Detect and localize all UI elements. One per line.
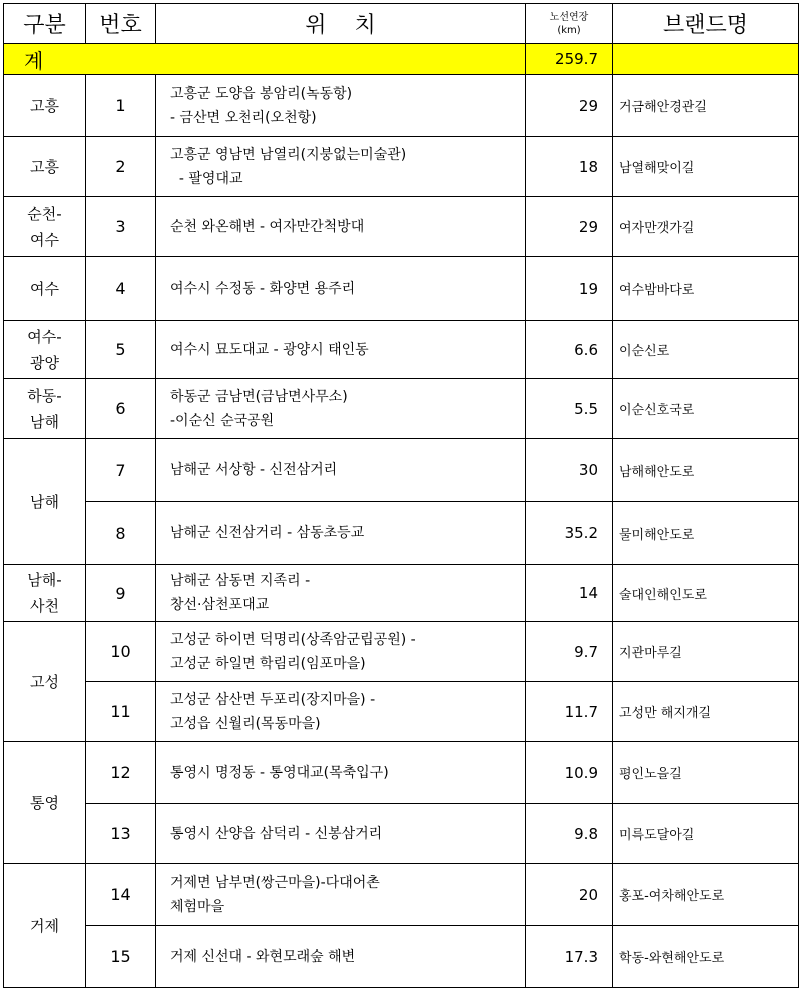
location-cell: 순천 와온해변 - 여자만간척방대: [156, 197, 526, 257]
region-cell: 남해- 사천: [4, 565, 86, 622]
brand-cell: 지관마루길: [613, 622, 799, 682]
location-cell: 거제면 남부면(쌍근마을)-다대어촌 체험마을: [156, 864, 526, 926]
location-cell: 남해군 삼동면 지족리 - 창선·삼천포대교: [156, 565, 526, 622]
number-cell: 8: [86, 502, 156, 565]
table-row: [4, 321, 799, 379]
region-cell: 순천- 여수: [4, 197, 86, 257]
brand-cell: 평인노을길: [613, 742, 799, 804]
table-row: [4, 257, 799, 321]
number-cell: 12: [86, 742, 156, 804]
total-row: [4, 44, 799, 75]
location-cell: 남해군 서상항 - 신전삼거리: [156, 439, 526, 502]
length-cell: 29: [526, 197, 613, 257]
header-brand: 브랜드명: [613, 4, 799, 44]
header-location: 위 치: [156, 4, 526, 44]
location-cell: 고성군 하이면 덕명리(상족암군립공원) - 고성군 하일면 학림리(임포마을): [156, 622, 526, 682]
number-cell: 14: [86, 864, 156, 926]
location-cell: 거제 신선대 - 와현모래숲 해변: [156, 926, 526, 988]
location-cell: 여수시 수정동 - 화양면 용주리: [156, 257, 526, 321]
length-cell: 11.7: [526, 682, 613, 742]
scenic-roads-table: [3, 3, 799, 988]
length-cell: 9.7: [526, 622, 613, 682]
length-cell: 17.3: [526, 926, 613, 988]
number-cell: 1: [86, 75, 156, 137]
number-cell: 7: [86, 439, 156, 502]
number-cell: 2: [86, 137, 156, 197]
table-row: [4, 804, 799, 864]
region-cell: 남해: [4, 439, 86, 565]
location-cell: 여수시 묘도대교 - 광양시 태인동: [156, 321, 526, 379]
total-length: 259.7: [526, 44, 613, 75]
table-row: [4, 682, 799, 742]
location-cell: 하동군 금남면(금남면사무소) -이순신 순국공원: [156, 379, 526, 439]
brand-cell: 거금해안경관길: [613, 75, 799, 137]
table-row: [4, 742, 799, 804]
region-cell: 여수: [4, 257, 86, 321]
brand-cell: 남열해맞이길: [613, 137, 799, 197]
location-cell: 통영시 명정동 - 통영대교(목축입구): [156, 742, 526, 804]
brand-cell: 여자만갯가길: [613, 197, 799, 257]
header-region: 구분: [4, 4, 86, 44]
brand-cell: 물미해안도로: [613, 502, 799, 565]
length-cell: 6.6: [526, 321, 613, 379]
number-cell: 5: [86, 321, 156, 379]
brand-cell: 여수밤바다로: [613, 257, 799, 321]
location-cell: 고성군 삼산면 두포리(장지마을) - 고성읍 신월리(목동마을): [156, 682, 526, 742]
total-label: 계: [4, 44, 526, 75]
header-row: [4, 4, 799, 44]
number-cell: 13: [86, 804, 156, 864]
table-row: [4, 502, 799, 565]
length-cell: 35.2: [526, 502, 613, 565]
location-cell: 남해군 신전삼거리 - 삼동초등교: [156, 502, 526, 565]
number-cell: 15: [86, 926, 156, 988]
table-row: [4, 439, 799, 502]
length-cell: 20: [526, 864, 613, 926]
table-row: [4, 197, 799, 257]
region-cell: 고흥: [4, 137, 86, 197]
number-cell: 6: [86, 379, 156, 439]
region-cell: 고성: [4, 622, 86, 742]
brand-cell: 이순신호국로: [613, 379, 799, 439]
header-number: 번호: [86, 4, 156, 44]
length-cell: 19: [526, 257, 613, 321]
table-row: [4, 379, 799, 439]
length-cell: 29: [526, 75, 613, 137]
table-row: [4, 926, 799, 988]
region-cell: 통영: [4, 742, 86, 864]
table-row: [4, 565, 799, 622]
region-cell: 고흥: [4, 75, 86, 137]
region-cell: 여수- 광양: [4, 321, 86, 379]
brand-cell: 이순신로: [613, 321, 799, 379]
table-row: [4, 137, 799, 197]
region-cell: 거제: [4, 864, 86, 988]
table-row: [4, 75, 799, 137]
length-cell: 18: [526, 137, 613, 197]
header-length: 노선연장 (km): [526, 4, 613, 44]
brand-cell: 술대인해인도로: [613, 565, 799, 622]
brand-cell: 고성만 해지개길: [613, 682, 799, 742]
number-cell: 3: [86, 197, 156, 257]
table-row: [4, 864, 799, 926]
number-cell: 4: [86, 257, 156, 321]
brand-cell: 미륵도달아길: [613, 804, 799, 864]
length-cell: 9.8: [526, 804, 613, 864]
total-brand-cell: [613, 44, 799, 75]
brand-cell: 학동-와현해안도로: [613, 926, 799, 988]
region-cell: 하동- 남해: [4, 379, 86, 439]
location-cell: 통영시 산양읍 삼덕리 - 신봉삼거리: [156, 804, 526, 864]
number-cell: 10: [86, 622, 156, 682]
brand-cell: 남해해안도로: [613, 439, 799, 502]
length-cell: 10.9: [526, 742, 613, 804]
number-cell: 9: [86, 565, 156, 622]
length-cell: 14: [526, 565, 613, 622]
length-cell: 5.5: [526, 379, 613, 439]
location-cell: 고흥군 도양읍 봉암리(녹동항) - 금산면 오천리(오천항): [156, 75, 526, 137]
location-cell: 고흥군 영남면 남열리(지붕없는미술관) - 팔영대교: [156, 137, 526, 197]
length-cell: 30: [526, 439, 613, 502]
table-row: [4, 622, 799, 682]
brand-cell: 홍포-여차해안도로: [613, 864, 799, 926]
number-cell: 11: [86, 682, 156, 742]
